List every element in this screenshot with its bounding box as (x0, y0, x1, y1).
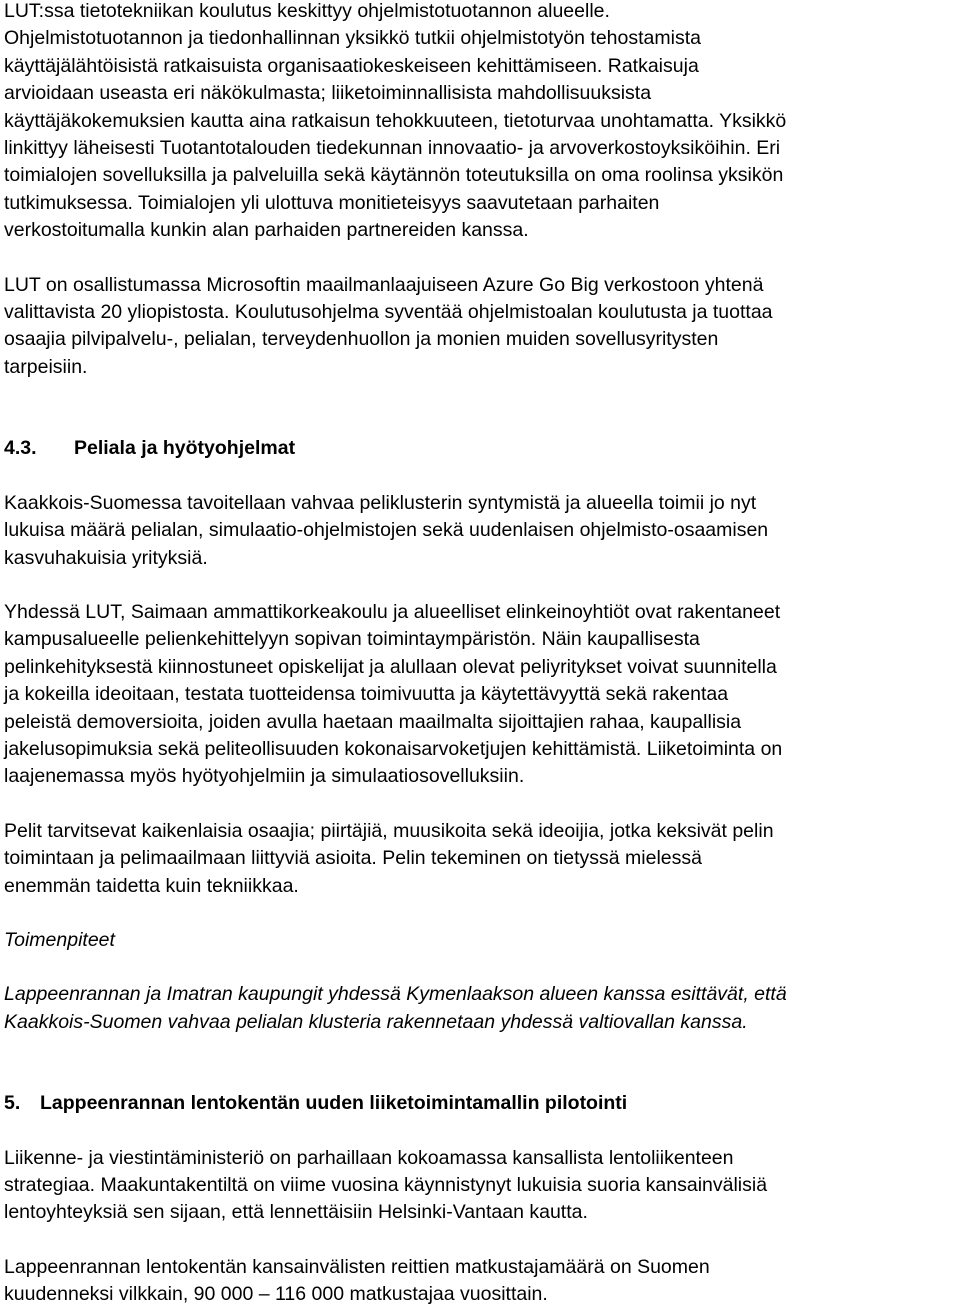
section-5-paragraph-1: Liikenne- ja viestintäministeriö on parhaillaan kokoamassa kansallista lentoliikenteen strategiaa. Maakuntakentiltä on viime vuosina käynnistynyt lukuisia suoria kansainvälisiä lentoyhteyksiä sen sijaan, että lennettäisiin Helsinki-Vantaan kautta. (4, 1146, 768, 1224)
section-5-number: 5. (4, 1092, 21, 1115)
section-4-3-heading (4, 435, 956, 462)
section-4-3-title: Peliala ja hyötyohjelmat (74, 437, 296, 460)
section-4-3-number: 4.3. (4, 437, 37, 460)
actions-text: Lappeenrannan ja Imatran kaupungit yhdessä Kymenlaakson alueen kanssa esittävät, että Kaakkois-Suomen vahvaa pelialan klusteria rakennetaan yhdessä valtiovallan kanssa. (4, 983, 787, 1033)
section-4-3-paragraph-1: Kaakkois-Suomessa tavoitellaan vahvaa peliklusterin syntymistä ja alueella toimii jo nyt lukuisa määrä pelialan, simulaatio-ohjelmistojen sekä uudenlaisen ohjelmisto-osaamisen kasvuhakuisia yrityksiä. (4, 491, 769, 569)
section-5-heading (4, 1090, 956, 1117)
actions-label: Toimenpiteet (4, 928, 115, 951)
azure-paragraph: LUT on osallistumassa Microsoftin maailmanlaajuiseen Azure Go Big verkostoon yhtenä valittavista 20 yliopistosta. Koulutusohjelma syventää ohjelmistoalan koulutusta ja tuottaa osaajia pilvipalvelu-, pelialan, terveydenhuollon ja monien muiden sovellusyritysten tarpeisiin. (4, 273, 773, 378)
section-4-3-paragraph-2: Yhdessä LUT, Saimaan ammattikorkeakoulu ja alueelliset elinkeinoyhtiöt ovat rakentaneet kampusalueelle pelienkehittelyyn sopivan toimintaympäristön. Näin kaupallisesta pelinkehityksestä kiinnostuneet opiskelijat ja alullaan olevat peliyritykset voivat suunnitella ja kokeilla ideoitaan, testata tuotteidensa toimivuutta ja käytettävyyttä sekä rakentaa peleistä demoversioita, joiden avulla haetaan maailmalta sijoittajien rahaa, kaupallisia jakelusopimuksia sekä peliteollisuuden kokonaisarvoketjujen kehittämistä. Liiketoiminta on laajenemassa myös hyötyohjelmiin ja simulaatiosovelluksiin. (4, 600, 783, 788)
section-4-3-paragraph-3: Pelit tarvitsevat kaikenlaisia osaajia; piirtäjiä, muusikoita sekä ideoijia, jotka keksivät pelin toimintaan ja pelimaailmaan liittyviä asioita. Pelin tekeminen on tietyssä mielessä enemmän taidetta kuin tekniikkaa. (4, 819, 774, 897)
section-5-title: Lappeenrannan lentokentän uuden liiketoimintamallin pilotointi (40, 1092, 628, 1115)
intro-paragraph: LUT:ssa tietotekniikan koulutus keskittyy ohjelmistotuotannon alueelle. Ohjelmistotuotannon ja tiedonhallinnan yksikkö tutkii ohjelmistotyön tehostamista käyttäjälähtöisistä ratkaisuista organisaatiokeskeiseen kehittämiseen. Ratkaisuja arvioidaan useasta eri näkökulmasta; liiketoiminnallisista mahdollisuuksista käyttäjäkokemuksien kautta aina ratkaisun tehokkuuteen, tietoturvaa unohtamatta. Yksikkö linkittyy läheisesti Tuotantotalouden tiedekunnan innovaatio- ja arvoverkostoyksiköihin. Eri toimialojen sovelluksilla ja palveluilla sekä käytännön toteutuksilla on oma roolinsa yksikön tutkimuksessa. Toimialojen yli ulottuva monitieteisyys saavutetaan parhaiten verkostoitumalla kunkin alan parhaiden partnereiden kanssa. (4, 0, 787, 242)
section-5-paragraph-2: Lappeenrannan lentokentän kansainvälisten reittien matkustajamäärä on Suomen kuudenneksi vilkkain, 90 000 – 116 000 matkustajaa vuosittain. (4, 1255, 710, 1306)
document-page (4, 0, 956, 1309)
